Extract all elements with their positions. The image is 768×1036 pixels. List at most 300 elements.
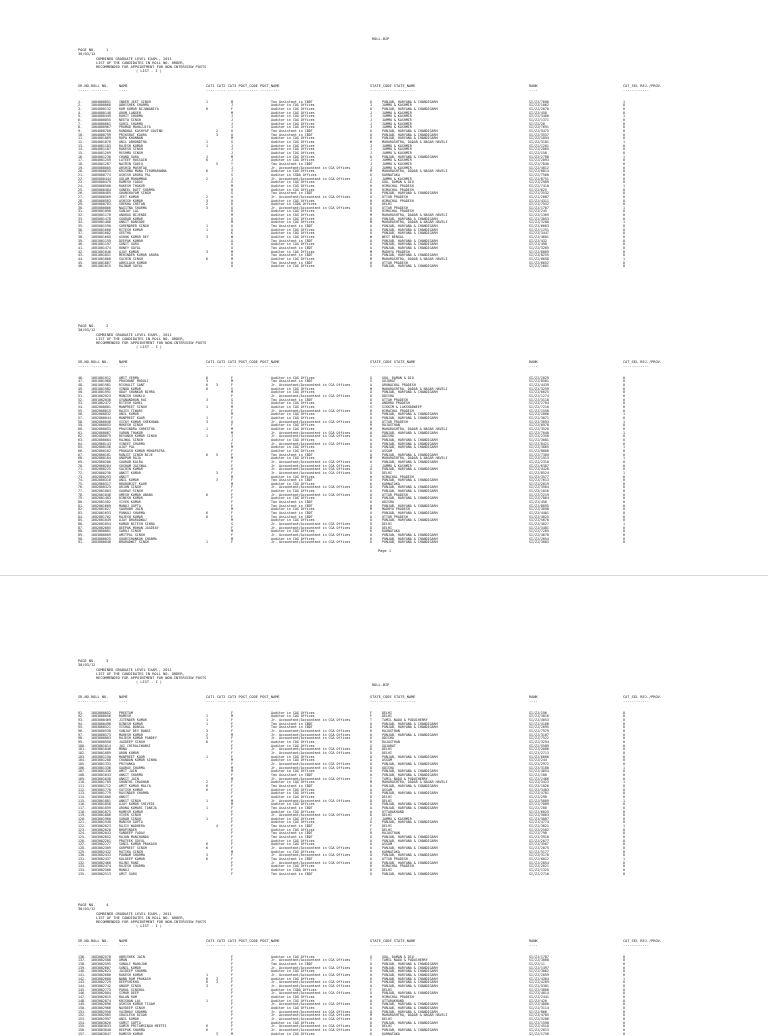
sl-no: 1. [78, 99, 82, 104]
candidate-name: SHAILESH DIGAR [119, 1013, 147, 1018]
state-code: D [370, 1016, 372, 1021]
sl-no: 144. [78, 984, 86, 989]
state-name: JAMMU & KASHMIR [382, 103, 412, 108]
candidate-name: GHANSHAYAM SINGH [119, 191, 151, 196]
cat-sel: 0 [623, 864, 625, 869]
state-name: PUNJAB, HARYANA & CHANDIGARH [382, 224, 438, 229]
cat1: 6 [206, 1024, 208, 1029]
sl-no: 119. [78, 813, 86, 818]
rank: SI/ZJ/456 [529, 500, 547, 505]
cat-sel: 0 [623, 249, 625, 254]
state-code: J [370, 121, 372, 126]
rank: SI/ZJ/2087 [529, 194, 549, 199]
col-underline: ----- [78, 699, 89, 704]
post-code: F [231, 827, 233, 832]
rank: SI/ZJ/2356 [529, 434, 549, 439]
roll-no: 1603002607 [91, 965, 111, 970]
cat-sel: 0 [623, 958, 625, 963]
state-code: U [370, 253, 372, 258]
col-underline: ------------ [623, 88, 649, 93]
candidate-name: SAHAB SINGH [119, 816, 141, 821]
sl-no: 83. [78, 511, 84, 516]
post-name: Jr. Accountant/Accountant in CGA Offices [271, 846, 351, 851]
cat-sel: 0 [623, 1002, 625, 1007]
sl-no: 104. [78, 758, 86, 763]
rank: SI/ZJ/498 [529, 242, 547, 247]
post-code: U [231, 260, 233, 265]
candidate-name: CHAND GARA [119, 154, 139, 159]
state-code: U [370, 238, 372, 243]
rank: SI/ZJ/1601 [529, 264, 549, 269]
post-code: F [231, 984, 233, 989]
state-name: MAHARASHTRA, DADAR & NAGAR HAVELI [382, 220, 448, 225]
page-footer: Page 1 [378, 549, 391, 553]
state-name: HIMACHAL PRADESH [382, 474, 414, 479]
candidate-name: ANURAG BIJENDI [119, 213, 147, 218]
sl-no: 100. [78, 743, 86, 748]
state-name: KARNATAKA [382, 1031, 400, 1036]
roll-no: 1603000469 [91, 718, 111, 723]
page-number: PAGE NO. 3 [78, 659, 109, 663]
candidate-name: GYANANDHAN RAI [119, 397, 147, 402]
state-name: PUNJAB, HARYANA & CHANDIGARH [382, 725, 438, 730]
col-underline: ----- [78, 88, 89, 93]
post-name: Auditor in CAG Offices [271, 976, 315, 981]
state-code: U [370, 871, 372, 876]
candidate-name: PANKAJ SHARMA [119, 511, 145, 516]
roll-no: 1603001948 [91, 820, 111, 825]
rank: SI/ZJ/866 [529, 1009, 547, 1014]
post-name: Auditor in CGDA Offices [271, 172, 317, 177]
cat1: 6 [206, 842, 208, 847]
candidate-name: RAJESH SHARMA [119, 864, 145, 869]
state-name: SIKKIM & LAKSHADWEEP [382, 405, 422, 410]
post-code: J [231, 114, 233, 119]
sl-no: 110. [78, 780, 86, 785]
roll-no: 1602000200 [91, 459, 111, 464]
sl-no: 54. [78, 405, 84, 410]
rank: SI/ZJ/2013 [529, 1027, 549, 1032]
roll-no: 1603001800 [91, 794, 111, 799]
roll-no: 1004001230 [91, 154, 111, 159]
post-code: F [231, 743, 233, 748]
sl-no: 86. [78, 522, 84, 527]
title-line: ( LIST - I ) [136, 680, 162, 685]
state-code: U [370, 846, 372, 851]
rank: SI/ZJ/625 [529, 187, 547, 192]
sl-no: 45. [78, 260, 84, 265]
col-underline: -------- [91, 88, 109, 93]
candidate-name: BHUPINDER [119, 827, 137, 832]
candidate-name: SOURAB KUMAR [119, 216, 143, 221]
state-code: U [370, 802, 372, 807]
state-name: PUNJAB, HARYANA & CHANDIGARH [382, 754, 438, 759]
candidate-name: AJAY PAL [119, 445, 135, 450]
cat-sel: 1 [623, 976, 625, 981]
sl-no: 46. [78, 264, 84, 269]
cat1: 1 [206, 434, 208, 439]
state-name: PUNJAB, HARYANA & CHANDIGARH [382, 511, 438, 516]
roll-no: 1603001333 [91, 761, 111, 766]
state-code: U [370, 129, 372, 134]
roll-no: 1603001801 [91, 798, 111, 803]
sl-no: 92. [78, 714, 84, 719]
post-code: M [231, 481, 233, 486]
sl-no: 73. [78, 474, 84, 479]
state-name: PUNJAB, HARYANA & CHANDIGARH [382, 871, 438, 876]
state-code: U [370, 246, 372, 251]
sl-no: 32. [78, 213, 84, 218]
state-code: U [370, 769, 372, 774]
post-name: Tax Assistant in CBDT [271, 246, 313, 251]
roll-no: 1005000569 [91, 194, 111, 199]
post-code: M [231, 798, 233, 803]
candidate-name: AMAN [119, 958, 127, 963]
post-code: F [231, 1024, 233, 1029]
cat1: 6 [206, 846, 208, 851]
candidate-name: AMITPAL SINGH [119, 533, 145, 537]
cat-sel: 0 [623, 194, 625, 199]
rank: SI/ZJ/4510 [529, 1024, 549, 1029]
col-underline: ---- ---- ---- --------- --------- [206, 943, 280, 948]
candidate-name: GEETHA [119, 231, 131, 236]
sl-no: 61. [78, 430, 84, 435]
post-name: Auditor in CAG Offices [271, 118, 315, 123]
cat-sel: 0 [623, 441, 625, 446]
cat-sel: 0 [623, 110, 625, 115]
state-code: U [370, 242, 372, 247]
cat1: 6 [206, 857, 208, 862]
col-roll: ROLL NO. [91, 938, 109, 943]
state-code: H [370, 198, 372, 203]
cat-sel: 0 [623, 965, 625, 970]
rank: SI/ZJ/3816 [529, 714, 549, 719]
state-code: D [370, 798, 372, 803]
rank: SI/ZJ/432 [529, 238, 547, 243]
rank: SI/ZJ/1201 [529, 143, 549, 148]
print-date: 30/03/12 [78, 328, 96, 333]
state-name: MAHARASHTRA, DADAR & NAGAR HAVELI [382, 456, 448, 461]
candidate-name: PREETAM [119, 710, 133, 715]
table-row [78, 873, 718, 877]
state-code: U [370, 467, 372, 472]
candidate-name: AJAY KUMAR SHIVEDI [119, 802, 155, 807]
cat-sel: 0 [623, 489, 625, 494]
state-name: DELHI [382, 714, 392, 719]
roll-no: 1602000317 [91, 481, 111, 486]
candidate-name: SAROJ SINGH [119, 529, 141, 534]
col-name: NAME [119, 359, 128, 364]
cat-sel: 0 [623, 397, 625, 402]
sl-no: 90. [78, 536, 84, 541]
col-cats: CAT1 CAT2 CAT3 POST_CODE POST_NAME [206, 359, 280, 364]
candidate-name: AMIT KUMAR MALYA [119, 783, 151, 788]
rank: SI/ZJ/244 [529, 758, 547, 763]
state-code: J [370, 176, 372, 181]
roll-no: 1603002680 [91, 973, 111, 978]
state-name: ASSAM [382, 842, 392, 847]
state-name: GOA, DAMAN & DIU [382, 954, 414, 959]
roll-no: 1004001183 [91, 143, 111, 148]
candidate-table [78, 377, 718, 545]
post-code: F [231, 452, 233, 457]
rank: SI/ZJ/3081 [529, 437, 549, 442]
candidate-name: RAMESH KUMAR [119, 809, 143, 814]
state-name: MAHARASHTRA, DADAR & NAGAR HAVELI [382, 140, 448, 144]
sl-no: 64. [78, 441, 84, 446]
sl-no: 155. [78, 1024, 86, 1029]
candidate-name: RAJESH KUMAR PANDEY [119, 736, 157, 741]
roll-no: 1602001502 [91, 500, 111, 505]
post-code: H [231, 198, 233, 203]
roll-no: 1603002958 [91, 1009, 111, 1014]
cat1: 1 [206, 718, 208, 723]
candidate-name: ABHISHEK SHARMA [119, 103, 149, 108]
post-code: J [231, 434, 233, 439]
print-date: 30/03/12 [78, 663, 96, 668]
title-line: RECOMMENDED FOR APPOINTMENT FOR NON-INTERVIEW POSTS [96, 920, 207, 925]
cat-sel: 1 [623, 205, 625, 210]
rank: SI/ZJ/7809 [529, 802, 549, 807]
rank: SI/ZJ/5670 [529, 518, 549, 523]
state-code: U [370, 437, 372, 442]
cat-sel: 0 [623, 849, 625, 854]
post-name: Auditor in CAG Offices [271, 536, 315, 541]
sl-no: 46. [78, 375, 84, 380]
cat1: 3 [206, 235, 208, 240]
post-code: S [231, 522, 233, 527]
state-name: UTTAR PRADESH [382, 397, 408, 402]
roll-no: 1603001046 [91, 747, 111, 752]
cat-sel: 1 [623, 419, 625, 424]
rank: SI/ZJ/4678 [529, 533, 549, 537]
state-code: R [370, 729, 372, 734]
post-name: Jr. Accountant/Accountant in CGA Offices [271, 463, 351, 468]
roll-no: 1602000184 [91, 456, 111, 461]
cat-sel: 0 [623, 478, 625, 483]
post-name: Jr. Accountant/Accountant in CGA Offices [271, 1009, 351, 1014]
candidate-table [78, 101, 718, 269]
post-code: J [231, 150, 233, 155]
rank: SI/ZJ/420 [529, 998, 547, 1003]
candidate-name: ARUN LANGEH [119, 110, 141, 115]
rank: SI/ZJ/4311 [529, 198, 549, 203]
post-code: F [231, 503, 233, 508]
state-name: JAMMU & KASHMIR [382, 816, 412, 821]
post-code: F [231, 718, 233, 723]
post-name: Auditor in CAG Offices [271, 386, 315, 391]
sl-no: 93. [78, 718, 84, 723]
sl-no: 70. [78, 463, 84, 468]
cat1: 6 [206, 783, 208, 788]
sl-no: 35. [78, 224, 84, 229]
state-name: DELHI [382, 747, 392, 752]
cat-sel: 0 [623, 835, 625, 840]
rank: SI/ZJ/1251 [529, 227, 549, 232]
roll-no: 1603002773 [91, 987, 111, 992]
state-name: PUNJAB, HARYANA & CHANDIGARH [382, 264, 438, 269]
rank: SI/ZJ/1750 [529, 1031, 549, 1036]
state-code: U [370, 725, 372, 730]
rank: SI/ZJ/245 [529, 209, 547, 214]
roll-no: 1603002588 [91, 958, 111, 963]
post-code: M [231, 183, 233, 188]
post-code: U [231, 246, 233, 251]
post-name: Jr. Accountant/Accountant in CGA Offices [271, 991, 351, 996]
post-code: F [231, 816, 233, 821]
post-name: Auditor in CAG Offices [271, 754, 315, 759]
cat-sel: 0 [623, 136, 625, 141]
state-code: U [370, 132, 372, 137]
post-name: Auditor in CAG Offices [271, 110, 315, 115]
state-name: DELHI [382, 824, 392, 829]
post-name: Jr. Accountant/Accountant in CGA Offices [271, 984, 351, 989]
post-name: Auditor in CAG Offices [271, 125, 315, 130]
candidate-name: ANUPAM RAJA [119, 456, 141, 461]
post-code: F [231, 958, 233, 963]
state-code: K [370, 849, 372, 854]
state-code: U [370, 772, 372, 777]
roll-no: 1005000783 [91, 202, 111, 207]
candidate-name: SUNIL KUMAR [119, 965, 141, 970]
sl-no: 21. [78, 172, 84, 177]
candidate-name: JITENDER KUMAR [119, 718, 147, 723]
sl-no: 137. [78, 958, 86, 963]
cat-sel: 0 [623, 791, 625, 796]
cat1: 6 [206, 511, 208, 516]
page-number: PAGE NO. 4 [78, 903, 109, 907]
cat1: 1 [206, 154, 208, 159]
sl-no: 122. [78, 824, 86, 829]
cat1: 6 [206, 740, 208, 745]
state-code: M [370, 507, 372, 512]
cat-sel: 0 [623, 386, 625, 391]
state-name: MADHYA PRADESH [382, 249, 410, 254]
sl-no: 31. [78, 209, 84, 214]
candidate-name: SURENDRER SINGH [119, 224, 149, 229]
roll-no: 1603001778 [91, 787, 111, 792]
candidate-name: RANDHAL KASHYAP GOVIND [119, 129, 163, 134]
cat1: 3 [206, 397, 208, 402]
post-code: T [231, 161, 233, 166]
post-name: Auditor in CAG Offices [271, 426, 315, 431]
sl-no: 2. [78, 103, 82, 108]
roll-no: 1004001209 [91, 150, 111, 155]
col-underline: ---- [119, 699, 128, 704]
candidate-name: SHANTHI CHAUHAN [119, 780, 149, 785]
rank: SI/ZJ/3063 [529, 540, 549, 545]
cat-sel: 0 [623, 831, 625, 836]
sl-no: 65. [78, 445, 84, 450]
cat1: 1 [206, 143, 208, 148]
state-code: U [370, 980, 372, 985]
candidate-name: SUMIT GUPTA [119, 1020, 141, 1025]
state-name: UTTAR PRADESH [382, 857, 408, 862]
roll-no: 1005000774 [91, 172, 111, 177]
sl-no: 41. [78, 246, 84, 251]
candidate-name: SAHIL SHARMA [119, 121, 143, 126]
state-name: HIMACHAL PRADESH [382, 995, 414, 999]
rank: SI/ZJ/1497 [529, 965, 549, 970]
post-code: M [231, 154, 233, 159]
rank: SI/ZJ/3177 [529, 849, 549, 854]
cat-sel: 1 [623, 445, 625, 450]
state-name: PUNJAB, HARYANA & CHANDIGARH [382, 1020, 438, 1025]
candidate-name: RAKESH KUMAR [119, 973, 143, 978]
roll-no: 1601001867 [91, 260, 111, 265]
rank: SI/ZJ/7613 [529, 478, 549, 483]
candidate-name: RATIKA SINGH [119, 849, 143, 854]
rank: SI/ZJ/6978 [529, 423, 549, 428]
cat-sel: 0 [623, 202, 625, 207]
rank: SI/ZJ/4025 [529, 514, 549, 519]
sl-no: 78. [78, 492, 84, 497]
candidate-name: ANIL ABHONDTHA [119, 140, 147, 144]
cat-sel: 0 [623, 405, 625, 410]
rank: SI/ZJ/4012 [529, 165, 549, 170]
state-code: G [370, 180, 372, 185]
state-code: U [370, 390, 372, 395]
candidate-name: SANJAY DEV BANSI [119, 729, 151, 734]
post-code: F [231, 710, 233, 715]
state-name: PUNJAB, HARYANA & CHANDIGARH [382, 846, 438, 851]
roll-no: 1601001981 [91, 383, 111, 388]
post-name: Auditor in CAG Offices [271, 220, 315, 225]
candidate-name: SUNIL KUMAR PRAKASH [119, 842, 157, 847]
rank: SI/ZJ/1274 [529, 394, 549, 399]
roll-no: 1603003020 [91, 1020, 111, 1025]
roll-no: 1602001046 [91, 492, 111, 497]
post-name: Jr. Accountant/Accountant in CGA Offices [271, 470, 351, 475]
roll-no: 1603003047 [91, 1031, 111, 1036]
post-code: F [231, 973, 233, 978]
sl-no: 141. [78, 973, 86, 978]
cat-sel: 0 [623, 518, 625, 523]
post-name: Auditor in CAG Offices [271, 816, 315, 821]
state-code: U [370, 99, 372, 104]
post-name: Auditor in CAG Offices [271, 143, 315, 148]
candidate-name: PRAVINDRA SHRESTHA [119, 426, 155, 431]
post-name: Tax Assistant in CBDT [271, 99, 313, 104]
roll-no: 1603002201 [91, 838, 111, 843]
roll-no: 1603002804 [91, 991, 111, 996]
post-name: Auditor in CAG Offices [271, 496, 315, 501]
state-name: JAMMU & KASHMIR [382, 147, 412, 152]
post-name: Jr. Accountant/Accountant in CGA Offices [271, 747, 351, 752]
sl-no: 13. [78, 143, 84, 148]
state-code: M [370, 456, 372, 461]
col-underline: ---- [119, 943, 128, 948]
candidate-name: DINESH KUMAR [119, 496, 143, 501]
state-name: ODISHA [382, 500, 394, 505]
page-number: PAGE NO. 1 [78, 48, 109, 52]
state-code: U [370, 1009, 372, 1014]
candidate-name: GULAM MOHAMMAD [119, 176, 147, 181]
post-code: F [231, 721, 233, 726]
candidate-name: PRAMOD MAHAJJIYA [119, 125, 151, 130]
roll-no: 1005000444 [91, 176, 111, 181]
rank: SI/ZJ/7840 [529, 161, 549, 166]
rank: SI/ZJ/6652 [529, 260, 549, 265]
candidate-name: RAMESH KUMAR [119, 1031, 143, 1036]
post-name: Tax Assistant in CBDT [271, 503, 313, 508]
post-code: M [231, 518, 233, 523]
sl-no: 118. [78, 809, 86, 814]
state-code: D [370, 1024, 372, 1029]
cat-sel: 0 [623, 1027, 625, 1032]
post-name: Jr. Accountant/Accountant in CGA Offices [271, 525, 351, 530]
title-line: ( LIST - I ) [136, 69, 162, 74]
